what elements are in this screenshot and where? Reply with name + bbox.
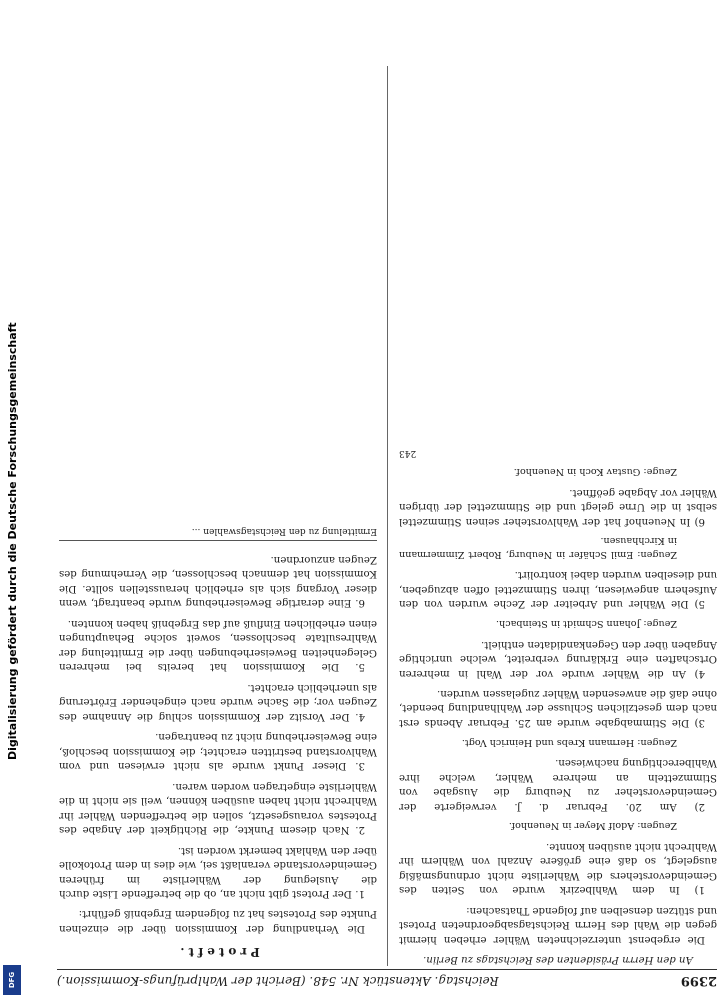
- finding-1: 1. Der Protest gibt nicht an, ob die betreffende Liste durch die Auslegung der Wählerliste im früheren Gemeindevorstande veranlaßt sei, wie dies in dem Protokolle über den Wahlakt bemerkt worden ist.: [59, 844, 377, 899]
- witness-line: Zeugen: Emil Schäfer in Neuburg, Robert Zimmermann in Kirchhausen.: [399, 535, 677, 560]
- protest-point-3: 3) Die Stimmabgabe wurde am 25. Februar Abends erst nach dem gesetzlichen Schlusse der Wahlhandlung beendet, ohne daß die anwesenden Wähler zugelassen wurden.: [399, 688, 717, 728]
- footnote: Ermittelung zu den Reichstagswahlen ...: [59, 525, 377, 542]
- protest-point-1: 1) In dem Wahlbezirk wurde von Seiten des Gemeindevorstehers die Wählerliste nicht ordnungsmäßig ausgelegt, so daß eine größere Anzahl von Wählern ihr Wahlrecht nicht ausüben konnte.: [399, 840, 717, 896]
- witness-line: Zeuge: Johann Schmidt in Steinbach.: [496, 618, 677, 630]
- section-heading: Proteft.: [176, 945, 260, 959]
- finding-6: 6. Eine derartige Beweiserhebung wurde beantragt, wenn dieser Vorgang sich als erheblich herausstellen sollte. Die Kommission hat demnach beschlossen, die Vernehmung des Zeugen anzuordnen.: [59, 553, 377, 609]
- right-column: [59, 519, 377, 966]
- column-divider: [387, 66, 388, 966]
- witness-line: Zeugen: Adolf Meyer in Neuenhof.: [508, 820, 677, 832]
- witness-line: Zeuge: Gustav Koch in Neuenhof.: [513, 466, 677, 478]
- finding-2: 2. Nach diesem Punkte, die Richtigkeit der Angabe des Protestes vorausgesetzt, sollen die betreffenden Wähler ihr Wahlrecht nicht haben ausüben können, weil sie nicht in die Wählerliste eingetragen worden waren.: [59, 780, 377, 836]
- finding-4: 4. Der Vorsitz der Kommission schlug die Annahme des Zeugen vor; die Sache wurde nach eingehender Erörterung als unerheblich erachtet.: [59, 681, 377, 722]
- dfg-funding-note: Digitalisierung gefördert durch die Deutsche Forschungsgemeinschaft: [6, 322, 19, 760]
- dfg-logo-text: DFG: [8, 971, 16, 989]
- protest-intro: Die ergebenst unterzeichneten Wähler erheben hiermit gegen die Wahl des Herrn Reichstagsabgeordneten Protest und stützen denselben auf folgende Thatsachen:: [399, 904, 717, 945]
- page-reference: 243: [399, 447, 417, 458]
- protest-point-6: 6) In Neuenhof hat der Wahlvorsteher seinen Stimmzettel selbst in die Urne gelegt und die Stimmzettel der übrigen Wähler vor Abgabe geöffnet.: [399, 486, 717, 527]
- witness-line: Zeugen: Hermann Krebs und Heinrich Vogt.: [461, 736, 677, 748]
- finding-5: 5. Die Kommission hat bereits bei mehreren Gelegenheiten Beweiserhebungen über die Ermittelung der Wahlresultate beschlossen, soweit solche Behauptungen einen erheblichen Einfluß auf das Ergebniß haben konnten.: [59, 617, 377, 673]
- address-line: An den Herrn Präsidenten des Reichstags zu Berlin.: [423, 954, 693, 965]
- protest-point-5: 5) Die Wähler und Arbeiter der Zeche wurden von den Aufsehern angewiesen, ihren Stimmzettel offen abzugeben, und dieselben wurden dabei kontrolirt.: [399, 569, 717, 610]
- scanned-page-rotated: [26, 0, 727, 1000]
- left-column: [399, 440, 717, 966]
- page-content: [57, 18, 717, 988]
- running-header: [57, 969, 717, 988]
- running-head-title: Reichstag. Aktenstück Nr. 548. (Bericht der Wahlprüfungs-Kommission.): [57, 974, 499, 988]
- protest-point-2: 2) Am 20. Februar d. J. verweigerte der Gemeindevorsteher zu Neuburg die Ausgabe von Stimmzetteln an mehrere Wähler, welche ihre Wahlberechtigung nachwiesen.: [399, 757, 717, 812]
- page-number: 2399: [680, 973, 717, 988]
- two-column-body: [57, 36, 717, 966]
- dfg-logo: [3, 965, 21, 995]
- digitization-banner: [0, 0, 24, 1000]
- protest-point-4: 4) An die Wähler wurde vor der Wahl in mehreren Ortschaften eine Erklärung verbreitet, welche unrichtige Angaben über den Gegenkandidaten enthielt.: [399, 638, 717, 679]
- commission-intro: Die Verhandlung der Kommission über die einzelnen Punkte des Protestes hat zu folgendem Ergebniß geführt:: [59, 908, 377, 934]
- finding-3: 3. Dieser Punkt wurde als nicht erwiesen und vom Wahlvorstand bestritten erachtet; die Kommission beschloß, eine Beweiserhebung nicht zu beantragen.: [59, 731, 377, 772]
